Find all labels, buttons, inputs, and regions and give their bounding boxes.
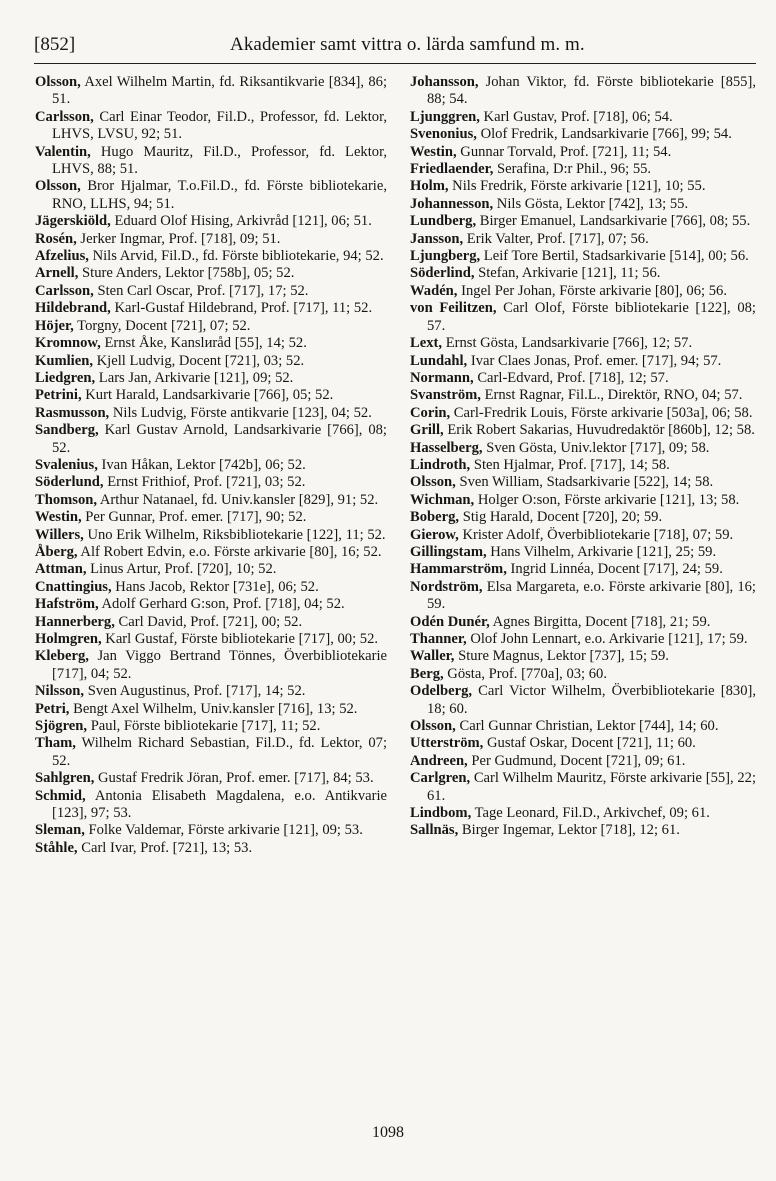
entry-surname: Olsson,: [35, 74, 81, 90]
entry-details: Wilhelm Richard Sebastian, Fil.D., fd. Lektor, 07; 52.: [52, 735, 387, 769]
register-entry: [35, 527, 387, 544]
register-entry: [35, 596, 387, 613]
register-entry: [35, 718, 387, 735]
entry-details: Nils Arvid, Fil.D., fd. Förste bibliotekarie, 94; 52.: [92, 248, 384, 265]
entry-surname: Söderlind,: [410, 265, 475, 282]
register-entry: [35, 248, 387, 265]
register-entry: [410, 561, 756, 578]
register-entry: [410, 735, 756, 752]
entry-details: Sture Magnus, Lektor [737], 15; 59.: [458, 648, 669, 665]
register-entry: [35, 318, 387, 335]
register-entry: [35, 178, 387, 213]
register-entry: [35, 144, 387, 179]
entry-details: Carl Einar Teodor, Fil.D., Professor, fd. Lektor, LHVS, LVSU, 92; 51.: [52, 108, 387, 143]
entry-details: Hans Vilhelm, Arkivarie [121], 25; 59.: [490, 543, 717, 560]
entry-surname: Hafström,: [35, 596, 99, 613]
entry-surname: Schmid,: [35, 787, 86, 804]
entry-surname: Normann,: [410, 369, 474, 386]
entry-details: Carl Gunnar Christian, Lektor [744], 14; 60.: [459, 718, 719, 735]
entry-details: Nils Gösta, Lektor [742], 13; 55.: [496, 195, 689, 212]
entry-details: Birger Emanuel, Landsarkivarie [766], 08; 55.: [479, 213, 751, 230]
entry-details: Folke Valdemar, Förste arkivarie [121], 09; 53.: [88, 822, 363, 839]
entry-details: Krister Adolf, Överbibliotekarie [718], 07; 59.: [462, 526, 734, 543]
entry-surname: Lundahl,: [410, 352, 468, 369]
entry-surname: Svenonius,: [410, 126, 477, 143]
entry-details: Ingrid Linnéa, Docent [717], 24; 59.: [510, 561, 723, 578]
entry-details: Ernst Frithiof, Prof. [721], 03; 52.: [107, 474, 306, 491]
register-entry: [35, 561, 387, 578]
entry-surname: Attman,: [35, 561, 87, 578]
folio-number: 1098: [372, 1124, 404, 1141]
entry-surname: Söderlund,: [35, 474, 104, 491]
register-entry: [410, 213, 756, 230]
entry-details: Gunnar Torvald, Prof. [721], 11; 54.: [460, 143, 672, 160]
entry-details: Adolf Gerhard G:son, Prof. [718], 04; 52.: [101, 596, 345, 613]
entry-details: Hans Jacob, Rektor [731e], 06; 52.: [115, 578, 319, 595]
entry-surname: Olsson,: [35, 178, 81, 195]
entry-details: Karl Gustav, Prof. [718], 06; 54.: [483, 108, 673, 125]
entry-surname: Carlgren,: [410, 770, 471, 787]
entry-details: Sten Hjalmar, Prof. [717], 14; 58.: [473, 456, 670, 473]
register-entry: [35, 840, 387, 857]
register-entry: [35, 109, 387, 144]
entry-surname: Waller,: [410, 648, 455, 665]
entry-details: Sven William, Stadsarkivarie [522], 14; 58.: [459, 474, 714, 491]
register-entry: [35, 631, 387, 648]
entry-details: Carl-Edvard, Prof. [718], 12; 57.: [477, 369, 669, 386]
register-entry: [410, 283, 756, 300]
register-entry: [35, 405, 387, 422]
register-entry: [35, 474, 387, 491]
entry-surname: Kromnow,: [35, 335, 101, 352]
entry-surname: Kumlien,: [35, 352, 93, 369]
entry-surname: Jansson,: [410, 230, 464, 247]
entry-details: Birger Ingemar, Lektor [718], 12; 61.: [461, 822, 680, 839]
register-entry: [35, 457, 387, 474]
entry-details: Erik Valter, Prof. [717], 07; 56.: [466, 230, 649, 247]
entry-surname: Petrini,: [35, 387, 82, 404]
entry-details: Ernst Åke, Kanslиråd [55], 14; 52.: [104, 335, 307, 352]
register-entry: [35, 579, 387, 596]
register-entry: [35, 544, 387, 561]
register-entry: [410, 822, 756, 839]
header-rule: [34, 63, 756, 64]
entry-surname: von Feilitzen,: [410, 300, 497, 317]
register-entry: [410, 753, 756, 770]
register-entry: [35, 509, 387, 526]
register-entry: [410, 805, 756, 822]
entry-surname: Åberg,: [35, 543, 78, 560]
entry-surname: Wichman,: [410, 491, 475, 508]
entry-details: Agnes Birgitta, Docent [718], 21; 59.: [492, 613, 711, 630]
register-entry: [410, 509, 756, 526]
entry-surname: Valentin,: [35, 143, 91, 160]
entry-surname: Thanner,: [410, 631, 467, 647]
register-entry: [35, 683, 387, 700]
entry-surname: Olsson,: [410, 474, 456, 491]
entry-details: Ivan Håkan, Lektor [742b], 06; 52.: [101, 456, 306, 473]
entry-surname: Höjer,: [35, 317, 74, 334]
entry-details: Per Gudmund, Docent [721], 09; 61.: [471, 752, 686, 769]
register-entry: [410, 248, 756, 265]
entry-details: Olof John Lennart, e.o. Arkivarie [121], 17; 59.: [470, 631, 748, 647]
entry-surname: Sandberg,: [35, 422, 99, 439]
entry-details: Karl Gustaf, Förste bibliotekarie [717], 00; 52.: [105, 631, 379, 647]
register-entry: [410, 196, 756, 213]
entry-details: Paul, Förste bibliotekarie [717], 11; 52.: [90, 718, 321, 735]
entry-details: Nils Fredrik, Förste arkivarie [121], 10; 55.: [452, 178, 706, 195]
register-entry: [410, 405, 756, 422]
entry-surname: Arnell,: [35, 265, 79, 282]
entry-details: Torgny, Docent [721], 07; 52.: [77, 317, 251, 334]
register-entry: [410, 631, 756, 648]
entry-surname: Andreen,: [410, 752, 468, 769]
entry-details: Carl Olof, Förste bibliotekarie [122], 08; 57.: [427, 300, 756, 334]
entry-details: Carl David, Prof. [721], 00; 52.: [118, 613, 303, 630]
entry-surname: Carlsson,: [35, 282, 94, 299]
entry-details: Jerker Ingmar, Prof. [718], 09; 51.: [80, 230, 281, 247]
register-entry: [410, 353, 756, 370]
entry-details: Carl-Fredrik Louis, Förste arkivarie [503a], 06; 58.: [453, 404, 753, 421]
entry-details: Kurt Harald, Landsarkivarie [766], 05; 52.: [85, 387, 334, 404]
entry-surname: Ljungberg,: [410, 248, 481, 265]
page-header: [34, 34, 756, 58]
register-entry: [410, 614, 756, 631]
entry-surname: Jägerskiöld,: [35, 213, 111, 230]
entry-surname: Johansson,: [410, 74, 479, 90]
register-entry: [410, 335, 756, 352]
entry-surname: Odelberg,: [410, 683, 473, 700]
entry-details: Sten Carl Oscar, Prof. [717], 17; 52.: [97, 282, 309, 299]
right-column: [410, 74, 756, 840]
entry-details: Sven Gösta, Univ.lektor [717], 09; 58.: [486, 439, 710, 456]
entry-details: Ivar Claes Jonas, Prof. emer. [717], 94; 57.: [470, 352, 722, 369]
register-entry: [410, 74, 756, 109]
entry-details: Uno Erik Wilhelm, Riksbibliotekarie [122], 11; 52.: [87, 526, 386, 543]
register-entry: [410, 770, 756, 805]
register-entry: [35, 353, 387, 370]
entry-surname: Gillingstam,: [410, 543, 487, 560]
register-entry: [410, 161, 756, 178]
register-entry: [35, 387, 387, 404]
register-entry: [35, 788, 387, 823]
entry-surname: Petri,: [35, 700, 70, 717]
entry-surname: Hildebrand,: [35, 300, 111, 317]
entry-surname: Boberg,: [410, 509, 460, 526]
register-entry: [410, 544, 756, 561]
entry-details: Elsa Margareta, e.o. Förste arkivarie [80], 16; 59.: [427, 578, 756, 613]
entry-surname: Willers,: [35, 526, 84, 543]
entry-surname: Utterström,: [410, 735, 484, 752]
register-entry: [35, 335, 387, 352]
entry-surname: Holm,: [410, 178, 449, 195]
register-entry: [35, 283, 387, 300]
entry-details: Antonia Elisabeth Magdalena, e.o. Antikvarie [123], 97; 53.: [52, 787, 387, 822]
entry-details: Leif Tore Bertil, Stadsarkivarie [514], 00; 56.: [483, 248, 749, 265]
entry-surname: Odén Dunér,: [410, 613, 490, 630]
entry-details: Sture Anders, Lektor [758b], 05; 52.: [82, 265, 295, 282]
entry-details: Ernst Ragnar, Fil.L., Direktör, RNO, 04; 57.: [484, 387, 743, 404]
entry-details: Tage Leonard, Fil.D., Arkivchef, 09; 61.: [474, 805, 710, 822]
entry-details: Linus Artur, Prof. [720], 10; 52.: [90, 561, 277, 578]
register-entry: [410, 579, 756, 614]
left-column: [35, 74, 387, 857]
entry-details: Eduard Olof Hising, Arkivråd [121], 06; 51.: [114, 213, 372, 230]
entry-surname: Westin,: [410, 143, 457, 160]
entry-details: Alf Robert Edvin, e.o. Förste arkivarie [80], 16; 52.: [80, 543, 382, 560]
entry-surname: Olsson,: [410, 718, 456, 735]
register-entry: [35, 300, 387, 317]
register-entry: [410, 126, 756, 143]
entry-surname: Lundberg,: [410, 213, 477, 230]
register-entry: [35, 614, 387, 631]
register-entry: [410, 474, 756, 491]
entry-details: Arthur Natanael, fd. Univ.kansler [829], 91; 52.: [99, 491, 379, 508]
page-number: [852]: [34, 34, 76, 55]
entry-surname: Afzelius,: [35, 248, 89, 265]
entry-details: Ernst Gösta, Landsarkivarie [766], 12; 57.: [445, 335, 693, 352]
entry-details: Lars Jan, Arkivarie [121], 09; 52.: [98, 369, 294, 386]
entry-surname: Sallnäs,: [410, 822, 459, 839]
register-entry: [410, 683, 756, 718]
entry-details: Gustaf Oskar, Docent [721], 11; 60.: [487, 735, 696, 752]
entry-surname: Tham,: [35, 735, 76, 752]
entry-details: Axel Wilhelm Martin, fd. Riksantikvarie [834], 86; 51.: [52, 74, 388, 108]
register-entry: [35, 213, 387, 230]
entry-surname: Lindbom,: [410, 805, 472, 822]
entry-details: Stefan, Arkivarie [121], 11; 56.: [478, 265, 661, 282]
entry-details: Sven Augustinus, Prof. [717], 14; 52.: [87, 683, 306, 700]
entry-surname: Holmgren,: [35, 631, 102, 647]
register-entry: [410, 178, 756, 195]
register-entry: [35, 265, 387, 282]
entry-details: Carl Victor Wilhelm, Överbibliotekarie [830], 18; 60.: [427, 683, 756, 717]
entry-details: Gösta, Prof. [770a], 03; 60.: [447, 665, 607, 682]
running-title: Akademier samt vittra o. lärda samfund m. m.: [230, 34, 585, 55]
entry-surname: Rosén,: [35, 230, 77, 247]
entry-details: Holger O:son, Förste arkivarie [121], 13; 58.: [477, 491, 740, 508]
register-entry: [35, 735, 387, 770]
entry-surname: Hannerberg,: [35, 613, 115, 630]
entry-details: Johan Viktor, fd. Förste bibliotekarie [855], 88; 54.: [427, 74, 756, 108]
entry-details: Bengt Axel Wilhelm, Univ.kansler [716], 13; 52.: [73, 700, 358, 717]
register-entry: [35, 822, 387, 839]
entry-surname: Johannesson,: [410, 195, 494, 212]
entry-surname: Carlsson,: [35, 108, 94, 125]
register-entry: [35, 422, 387, 457]
entry-surname: Grill,: [410, 422, 444, 439]
entry-surname: Rasmusson,: [35, 404, 110, 421]
entry-details: Kjell Ludvig, Docent [721], 03; 52.: [96, 352, 305, 369]
register-entry: [410, 370, 756, 387]
entry-surname: Westin,: [35, 509, 82, 526]
entry-details: Carl Wilhelm Mauritz, Förste arkivarie [55], 22; 61.: [427, 770, 756, 804]
entry-details: Gustaf Fredrik Jöran, Prof. emer. [717], 84; 53.: [98, 770, 374, 787]
entry-details: Hugo Mauritz, Fil.D., Professor, fd. Lektor, LHVS, 88; 51.: [52, 143, 388, 178]
entry-surname: Wadén,: [410, 282, 458, 299]
entry-details: Olof Fredrik, Landsarkivarie [766], 99; 54.: [480, 126, 732, 143]
register-entry: [35, 701, 387, 718]
register-entry: [410, 666, 756, 683]
register-entry: [410, 718, 756, 735]
entry-details: Serafina, D:r Phil., 96; 55.: [497, 161, 652, 178]
entry-details: Karl Gustav Arnold, Landsarkivarie [766], 08; 52.: [52, 422, 387, 456]
register-entry: [410, 387, 756, 404]
entry-surname: Gierow,: [410, 526, 459, 543]
entry-surname: Svalenius,: [35, 456, 98, 473]
register-entry: [410, 300, 756, 335]
entry-surname: Liedgren,: [35, 369, 96, 386]
entry-surname: Sleman,: [35, 822, 85, 839]
entry-details: Erik Robert Sakarias, Huvudredaktör [860b], 12; 58.: [447, 422, 755, 439]
register-entry: [410, 492, 756, 509]
register-entry: [410, 457, 756, 474]
entry-details: Karl-Gustaf Hildebrand, Prof. [717], 11; 52.: [114, 300, 373, 317]
entry-details: Nils Ludvig, Förste antikvarie [123], 04; 52.: [112, 404, 372, 421]
entry-details: Per Gunnar, Prof. emer. [717], 90; 52.: [85, 509, 307, 526]
entry-surname: Lindroth,: [410, 456, 471, 473]
entry-surname: Ljunggren,: [410, 108, 480, 125]
register-entry: [410, 440, 756, 457]
entry-surname: Hammarström,: [410, 561, 507, 578]
register-entry: [35, 648, 387, 683]
register-entry: [35, 770, 387, 787]
entry-details: Carl Ivar, Prof. [721], 13; 53.: [81, 839, 253, 856]
entry-details: Jan Viggo Bertrand Tönnes, Överbibliotekarie [717], 04; 52.: [52, 648, 387, 682]
entry-surname: Sahlgren,: [35, 770, 95, 787]
entry-details: Stig Harald, Docent [720], 20; 59.: [462, 509, 663, 526]
register-entry: [35, 74, 387, 109]
register-entry: [410, 144, 756, 161]
register-entry: [35, 370, 387, 387]
register-entry: [410, 265, 756, 282]
entry-surname: Hasselberg,: [410, 439, 483, 456]
entry-surname: Lext,: [410, 335, 443, 352]
entry-details: Ingel Per Johan, Förste arkivarie [80], 06; 56.: [461, 282, 727, 299]
entry-surname: Cnattingius,: [35, 578, 112, 595]
entry-surname: Ståhle,: [35, 839, 78, 856]
entry-surname: Corin,: [410, 404, 451, 421]
entry-surname: Friedlaender,: [410, 161, 494, 178]
entry-surname: Thomson,: [35, 491, 98, 508]
register-entry: [35, 231, 387, 248]
entry-surname: Nilsson,: [35, 683, 85, 700]
register-entry: [35, 492, 387, 509]
entry-details: Bror Hjalmar, T.o.Fil.D., fd. Förste bibliotekarie, RNO, LLHS, 94; 51.: [52, 178, 387, 212]
register-entry: [410, 109, 756, 126]
register-entry: [410, 648, 756, 665]
entry-surname: Sjögren,: [35, 718, 88, 735]
entry-surname: Berg,: [410, 665, 444, 682]
entry-surname: Svanström,: [410, 387, 481, 404]
entry-surname: Nordström,: [410, 578, 483, 595]
register-entry: [410, 422, 756, 439]
entry-surname: Kleberg,: [35, 648, 89, 665]
register-entry: [410, 527, 756, 544]
register-entry: [410, 231, 756, 248]
